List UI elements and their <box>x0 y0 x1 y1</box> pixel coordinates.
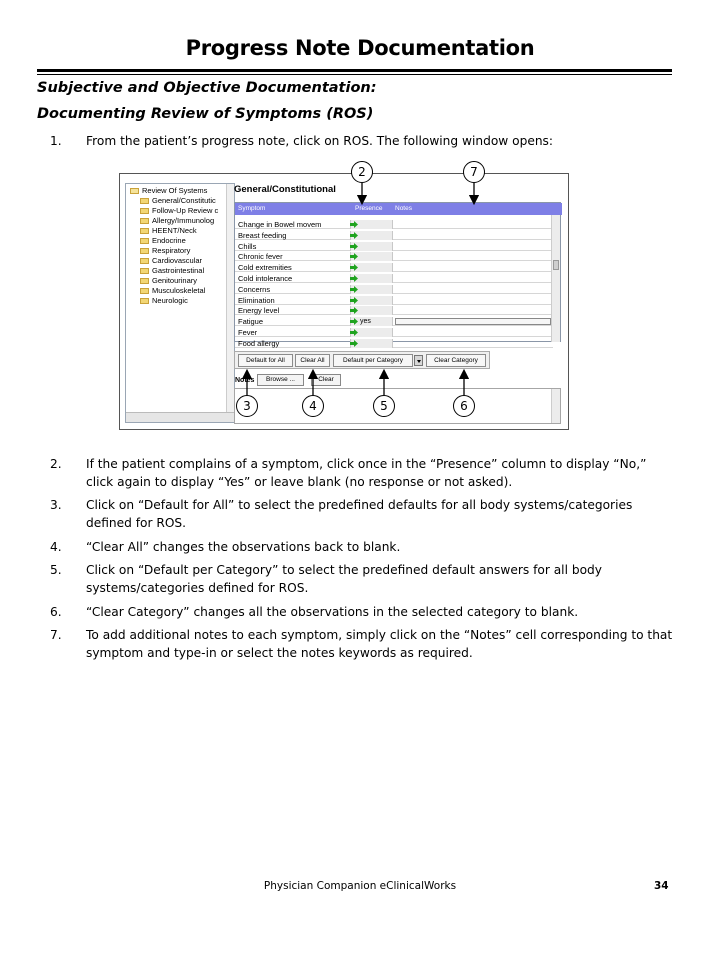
green-arrow-icon[interactable] <box>350 329 358 336</box>
symptom-row[interactable] <box>235 317 553 326</box>
symptom-row[interactable] <box>235 339 553 348</box>
tree-item-label: Genitourinary <box>152 276 198 285</box>
step-text: “Clear Category” changes all the observations in the selected category to blank. <box>86 605 579 619</box>
symptom-name: Chronic fever <box>238 252 283 262</box>
symptom-name: Fever <box>238 328 258 337</box>
title-rule-thin <box>37 74 672 75</box>
symptom-row[interactable] <box>235 242 553 251</box>
symptom-name: Concerns <box>238 284 271 294</box>
folder-icon <box>140 298 149 304</box>
header-presence: Presence <box>355 205 383 212</box>
tree-item[interactable] <box>140 266 204 275</box>
tree-item-label: Follow-Up Review c <box>152 206 219 215</box>
tree-item[interactable] <box>140 226 197 235</box>
tree-item[interactable] <box>140 276 197 285</box>
step-number: 1. <box>50 134 62 148</box>
step-number: 2. <box>50 457 62 471</box>
step-number: 6. <box>50 605 62 619</box>
notes-cell[interactable] <box>392 252 552 261</box>
green-arrow-icon[interactable] <box>350 297 358 304</box>
folder-icon <box>130 188 139 194</box>
step-number: 7. <box>50 628 62 642</box>
title-rule-thick <box>37 69 672 72</box>
tree-vertical-scrollbar[interactable] <box>226 184 234 412</box>
presence-value: yes <box>360 318 371 326</box>
notes-cell[interactable] <box>392 220 552 229</box>
step-number: 5. <box>50 563 62 577</box>
step-text: From the patient’s progress note, click on ROS. The following window opens: <box>86 134 553 148</box>
symptom-name: Chills <box>238 241 257 251</box>
notes-cell[interactable] <box>392 296 552 305</box>
step-text: “Clear All” changes the observations back to blank. <box>86 540 401 554</box>
tree-item-label: Gastrointestinal <box>152 266 205 275</box>
header-symptom: Symptom <box>238 205 266 212</box>
notes-cell[interactable] <box>392 328 552 337</box>
default-for-all-button[interactable]: Default for All <box>238 354 293 367</box>
symptom-row[interactable] <box>235 296 553 305</box>
subsection-heading: Documenting Review of Symptoms (ROS) <box>37 106 374 122</box>
callout-2: 2 <box>351 161 373 183</box>
tree-item-label: General/Constitutic <box>152 196 216 205</box>
page-title: Progress Note Documentation <box>185 36 535 60</box>
folder-icon <box>140 248 149 254</box>
green-arrow-icon[interactable] <box>350 340 358 347</box>
step-text: Click on “Default per Category” to select the predefined default answers for all body systems/categories defined for ROS. <box>86 563 602 595</box>
default-per-category-button[interactable]: Default per Category <box>333 354 413 367</box>
folder-icon <box>140 218 149 224</box>
green-arrow-icon[interactable] <box>350 264 358 271</box>
ros-window-screenshot <box>119 173 569 430</box>
action-button-bar <box>234 351 490 369</box>
folder-icon <box>140 198 149 204</box>
folder-icon <box>140 268 149 274</box>
notes-textarea[interactable] <box>234 388 561 424</box>
symptom-row[interactable] <box>235 220 553 229</box>
notes-cell[interactable] <box>392 231 552 240</box>
green-arrow-icon[interactable] <box>350 243 358 250</box>
symptom-row[interactable] <box>235 263 553 272</box>
symptom-name: Food allergy <box>238 338 280 348</box>
step-number: 3. <box>50 498 62 512</box>
tree-item-label: Musculoskeletal <box>152 286 206 295</box>
notes-scrollbar[interactable] <box>551 389 560 423</box>
step-text: If the patient complains of a symptom, click once in the “Presence” column to display “No,” click again to display “Yes” or leave blank (no response or not asked). <box>86 457 647 489</box>
green-arrow-icon[interactable] <box>350 307 358 314</box>
folder-icon <box>140 228 149 234</box>
symptom-name: Breast feeding <box>238 230 287 240</box>
tree-item-label: Endocrine <box>152 236 186 245</box>
symptom-row[interactable] <box>235 306 553 315</box>
symptom-grid <box>234 202 561 348</box>
tree-item[interactable] <box>140 206 218 215</box>
tree-item[interactable] <box>140 236 186 245</box>
folder-icon <box>140 278 149 284</box>
notes-label: Notes <box>235 377 255 384</box>
tree-item[interactable] <box>140 286 205 295</box>
grid-scroll-thumb[interactable] <box>553 260 559 270</box>
callout-4: 4 <box>302 395 324 417</box>
symptom-row[interactable] <box>235 274 553 283</box>
browse-button[interactable]: Browse ... <box>257 374 304 386</box>
notes-clear-button[interactable]: Clear <box>311 374 341 386</box>
tree-item[interactable] <box>140 256 202 265</box>
callout-7: 7 <box>463 161 485 183</box>
symptom-name: Cold extremities <box>238 263 292 273</box>
folder-icon <box>140 288 149 294</box>
grid-vertical-scrollbar[interactable] <box>551 215 560 342</box>
notes-cell[interactable] <box>392 274 552 283</box>
tree-item[interactable] <box>140 296 188 305</box>
symptom-name: Cold intolerance <box>238 274 293 283</box>
notes-input[interactable] <box>395 318 551 325</box>
callout-3: 3 <box>236 395 258 417</box>
symptom-name: Fatigue <box>238 317 264 327</box>
symptom-row[interactable] <box>235 328 553 337</box>
category-title: General/Constitutional <box>234 184 336 195</box>
symptom-name: Elimination <box>238 295 275 305</box>
notes-cell[interactable] <box>392 242 552 251</box>
notes-cell[interactable] <box>392 339 552 348</box>
tree-horizontal-scrollbar[interactable] <box>126 412 234 422</box>
step-text: Click on “Default for All” to select the predefined defaults for all body systems/categories defined for ROS. <box>86 498 633 530</box>
green-arrow-icon[interactable] <box>350 318 358 325</box>
symptom-name: Energy level <box>238 306 280 316</box>
tree-root[interactable] <box>130 186 207 195</box>
tree-item[interactable] <box>140 246 190 255</box>
callout-6: 6 <box>453 395 475 417</box>
ros-category-tree <box>125 183 235 423</box>
footer-text: Physician Companion eClinicalWorks <box>263 880 457 892</box>
symptom-name: Change in Bowel movem <box>238 220 322 229</box>
clear-category-button[interactable]: Clear Category <box>426 354 486 367</box>
tree-item[interactable] <box>140 216 214 225</box>
section-heading: Subjective and Objective Documentation: <box>37 80 377 96</box>
clear-all-button[interactable]: Clear All <box>295 354 330 367</box>
notes-cell[interactable] <box>392 263 552 272</box>
symptom-row[interactable] <box>235 285 553 294</box>
symptom-row[interactable] <box>235 252 553 261</box>
step-number: 4. <box>50 540 62 554</box>
tree-item-label: HEENT/Neck <box>152 226 197 235</box>
tree-item-label: Allergy/Immunolog <box>152 216 215 225</box>
symptom-row[interactable] <box>235 231 553 240</box>
category-dropdown-icon[interactable] <box>414 355 423 366</box>
tree-item-label: Neurologic <box>152 296 188 305</box>
header-notes: Notes <box>395 205 412 212</box>
notes-cell[interactable] <box>392 285 552 294</box>
tree-root-label: Review Of Systems <box>142 186 208 195</box>
folder-icon <box>140 208 149 214</box>
tree-item-label: Respiratory <box>152 246 191 255</box>
green-arrow-icon[interactable] <box>350 275 358 282</box>
folder-icon <box>140 258 149 264</box>
callout-5: 5 <box>373 395 395 417</box>
notes-cell[interactable] <box>392 306 552 315</box>
grid-header <box>235 203 562 215</box>
green-arrow-icon[interactable] <box>350 221 358 228</box>
page-number: 34 <box>654 880 669 892</box>
step-text: To add additional notes to each symptom, simply click on the “Notes” cell corresponding to that symptom and type-in or select the notes keywords as required. <box>86 628 673 660</box>
tree-item-label: Cardiovascular <box>152 256 203 265</box>
folder-icon <box>140 238 149 244</box>
green-arrow-icon[interactable] <box>350 232 358 239</box>
green-arrow-icon[interactable] <box>350 286 358 293</box>
green-arrow-icon[interactable] <box>350 253 358 260</box>
tree-item[interactable] <box>140 196 216 205</box>
